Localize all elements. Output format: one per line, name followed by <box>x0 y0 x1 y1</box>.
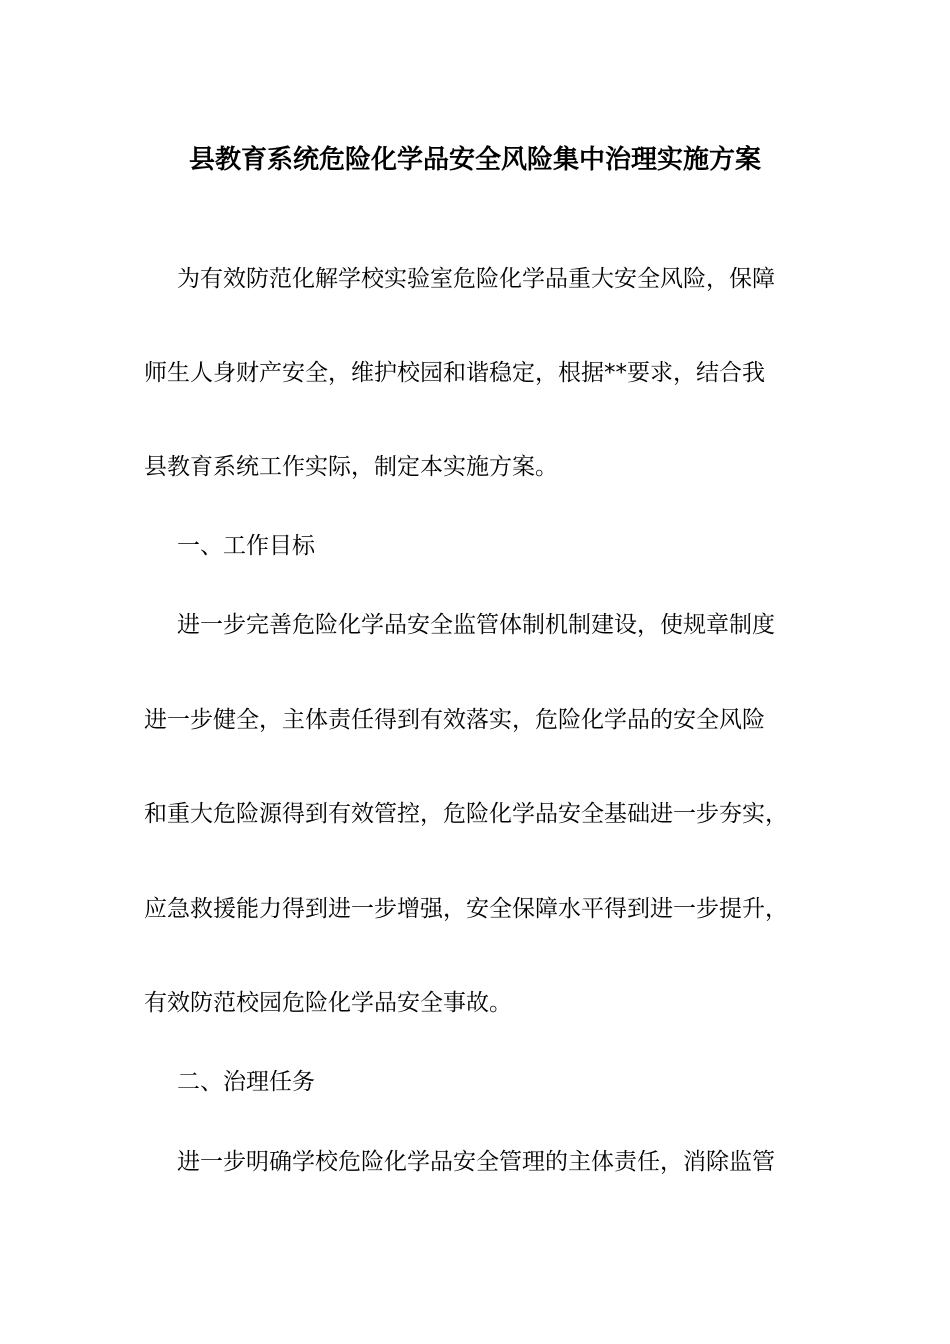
paragraph-2-line-5: 有效防范校园危险化学品安全事故。 <box>144 990 512 1016</box>
paragraph-1-line-2: 师生人身财产安全，维护校园和谐稳定，根据**要求，结合我 <box>144 360 765 386</box>
section-heading-tasks: 二、治理任务 <box>177 1069 315 1095</box>
paragraph-2-line-1: 进一步完善危险化学品安全监管体制机制建设，使规章制度 <box>177 612 775 638</box>
paragraph-2-line-3: 和重大危险源得到有效管控，危险化学品安全基础进一步夯实， <box>144 801 788 827</box>
paragraph-2-line-2: 进一步健全，主体责任得到有效落实，危险化学品的安全风险 <box>144 707 765 733</box>
paragraph-2-line-4: 应急救援能力得到进一步增强，安全保障水平得到进一步提升， <box>144 896 788 922</box>
paragraph-1-line-1: 为有效防范化解学校实验室危险化学品重大安全风险，保障 <box>177 266 775 292</box>
document-title: 县教育系统危险化学品安全风险集中治理实施方案 <box>188 145 761 175</box>
section-heading-goals: 一、工作目标 <box>177 533 315 559</box>
paragraph-1-line-3: 县教育系统工作实际，制定本实施方案。 <box>144 454 558 480</box>
paragraph-3-line-1: 进一步明确学校危险化学品安全管理的主体责任，消除监管 <box>177 1149 775 1175</box>
